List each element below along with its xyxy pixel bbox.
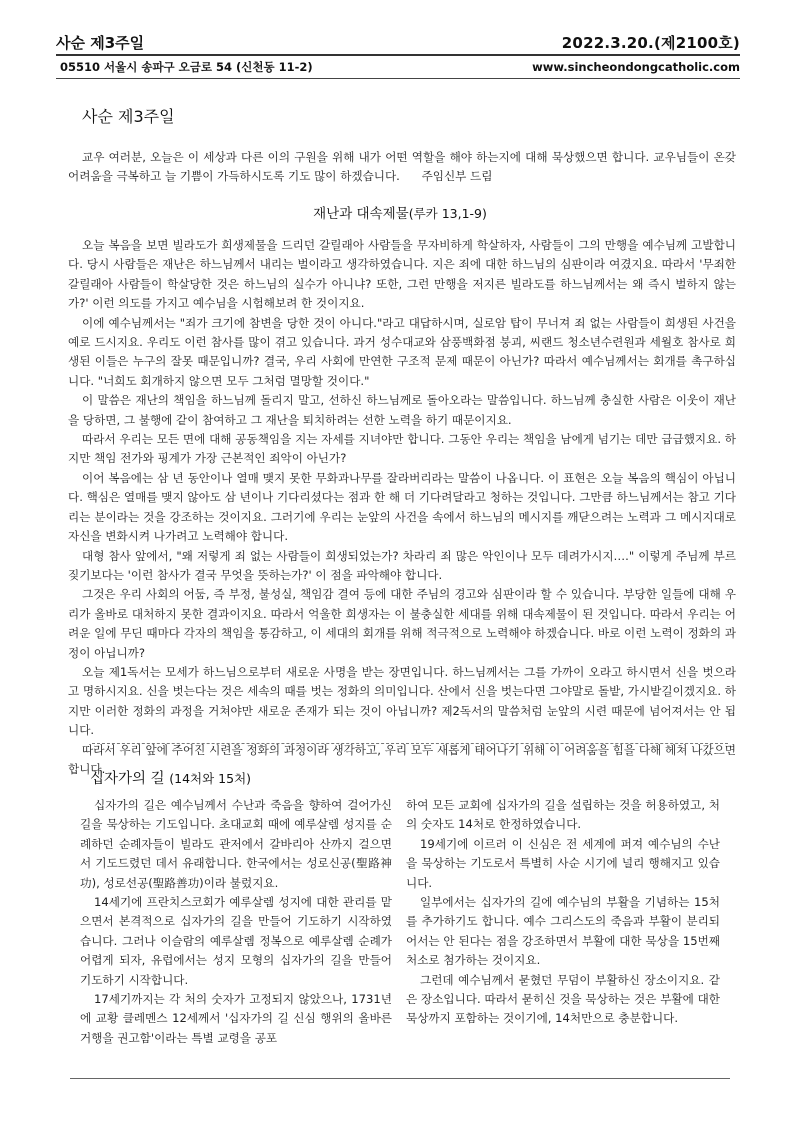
footer-rule xyxy=(70,1078,730,1079)
parish-address: 05510 서울시 송파구 오금로 54 (신천동 11-2) xyxy=(60,60,313,74)
homily-paragraph: 이 말씀은 재난의 책임을 하느님께 돌리지 말고, 선하신 하느님께로 돌아오라는 말씀입니다. 하느님께 충실한 사람은 이웃이 재난을 당하면, 그 불행에 같이 참여하고 그 재난을 퇴치하려는 선한 노력을 하기 때문이지요. xyxy=(68,393,736,427)
homily-title-text: 재난과 대속제물 xyxy=(313,206,409,222)
stations-paragraph: 십자가의 길은 예수님께서 수난과 죽음을 향하여 걸어가신 길을 묵상하는 기도입니다. 초대교회 때에 예루살렘 성지를 순례하던 순례자들이 빌라도 관저에서 갈바리아 산까지 걸으면서 기도드렸던 데서 유래합니다. 한국에서는 성로신공(聖路神功), 성로선공(聖路善功)이라 불렀지요. xyxy=(80,798,392,890)
homily-title xyxy=(0,202,800,222)
stations-paragraph: 하여 모든 교회에 십자가의 길을 설립하는 것을 허용하였고, 처의 숫자도 14처로 한정하였습니다. xyxy=(406,798,720,832)
header-title: 사순 제3주일 xyxy=(56,33,145,52)
bulletin-header xyxy=(56,32,740,52)
intro-paragraph xyxy=(68,148,736,186)
intro-text: 교우 여러분, 오늘은 이 세상과 다른 이의 구원을 위해 내가 어떤 역할을 해야 하는지에 대해 묵상했으면 합니다. 교우님들이 온갖 어려움을 극복하고 늘 기쁨이 가득하시도록 기도 많이 하겠습니다. xyxy=(68,150,736,183)
homily-reference: (루카 13,1-9) xyxy=(408,206,487,221)
homily-paragraph: 따라서 우리 앞에 주어진 시련을 정화의 과정이라 생각하고, 우리 모두 새롭게 태어나기 위해 이 어려움을 힘을 다해 헤쳐 나갔으면 합니다. xyxy=(68,742,736,776)
stations-paragraph: 14세기에 프란치스코회가 예루살렘 성지에 대한 관리를 맡으면서 본격적으로 십자가의 길을 만들어 기도하기 시작하였습니다. 그러나 이슬람의 예루살렘 정복으로 예루살렘 순례가 어렵게 되자, 유럽에서는 성지 모형의 십자가의 길을 만들어 기도하기 시작합니다. xyxy=(80,895,392,987)
stations-right-column xyxy=(406,796,720,1029)
stations-paragraph: 일부에서는 십자가의 길에 예수님의 부활을 기념하는 15처를 추가하기도 합니다. 예수 그리스도의 죽음과 부활이 분리되어서는 안 된다는 점을 강조하면서 부활에 대한 묵상을 15번째 처소로 첨가하는 것이지요. xyxy=(406,895,720,968)
homily-paragraph: 이어 복음에는 삼 년 동안이나 열매 맺지 못한 무화과나무를 잘라버리라는 말씀이 나옵니다. 이 표현은 오늘 복음의 핵심이 아닙니다. 핵심은 열매를 맺지 않아도 삼 년이나 기다리셨다는 점과 한 해 더 기다려달라고 청하는 것입니다. 그만큼 하느님께서는 참고 기다리는 분이라는 것을 강조하는 것이지요. 그러기에 우리는 눈앞의 사건을 속에서 하느님의 메시지를 깨닫으려는 노력과 그 메시지대로 자신을 변화시켜 나가려고 노력해야 합니다. xyxy=(68,470,736,544)
homily-body xyxy=(68,236,736,779)
homily-paragraph: 오늘 복음을 보면 빌라도가 희생제물을 드리던 갈릴래아 사람들을 무자비하게 학살하자, 사람들이 그의 만행을 예수님께 고발합니다. 당시 사람들은 재난은 하느님께서 내리는 벌이라고 생각하였습니다. 지은 죄에 대한 하느님의 심판이라 여겼지요. 따라서 '무죄한 갈릴래아 사람들이 학살당한 것은 하느님의 실수가 아니냐? 또한, 그런 만행을 저지른 빌라도를 하느님께서는 왜 즉시 벌하지 않는가?' 이런 의도를 가지고 예수님을 시험해보려 한 것이지요. xyxy=(68,238,736,311)
stations-left-column xyxy=(80,796,392,1048)
header-rule-bottom xyxy=(56,78,740,79)
homily-paragraph: 대형 참사 앞에서, "왜 저렇게 죄 없는 사람들이 희생되었는가? 차라리 죄 많은 악인이나 모두 데려가시지…." 이렇게 주님께 부르짖기보다는 '이런 참사가 결국 무엇을 뜻하는가?' 이 점을 파악해야 합니다. xyxy=(68,548,736,582)
parish-website: www.sincheondongcatholic.com xyxy=(532,60,740,74)
section-title: 사순 제3주일 xyxy=(82,107,175,126)
header-rule-top xyxy=(56,54,740,56)
homily-paragraph: 오늘 제1독서는 모세가 하느님으로부터 새로운 사명을 받는 장면입니다. 하느님께서는 그를 가까이 오라고 하시면서 신을 벗으라고 명하시지요. 신을 벗는다는 것은 세속의 때를 벗는 정화의 의미입니다. 산에서 신을 벗는다면 그야말로 돌밭, 가시밭길이겠지요. 하지만 이러한 정화의 과정을 거쳐야만 새로운 존재가 되는 것이 아닙니까? 제2독서의 말씀처럼 눈앞의 시련 때문에 넘어져서는 안 됩니다. xyxy=(68,664,736,738)
stations-paragraph: 19세기에 이르러 이 신심은 전 세계에 퍼져 예수님의 수난을 묵상하는 기도로서 특별히 사순 시기에 널리 행해지고 있습니다. xyxy=(406,836,720,890)
section-divider xyxy=(92,743,728,744)
intro-signature: 주임신부 드림 xyxy=(421,169,493,183)
stations-subtitle: (14처와 15처) xyxy=(169,771,252,786)
homily-paragraph: 그것은 우리 사회의 어둠, 즉 부정, 불성실, 책임감 결여 등에 대한 주님의 경고와 심판이라 할 수 있습니다. 부당한 일들에 대해 우리가 올바로 대처하지 못한 결과이지요. 따라서 억울한 희생자는 이 불충실한 세대를 위해 대속제물이 된 것입니다. 따라서 우리는 어려운 일에 무딘 때마다 각자의 책임을 통감하고, 이 세대의 회개를 위해 적극적으로 노력해야 하겠습니다. 바로 이런 노력이 정화의 과정이 아닙니까? xyxy=(68,587,736,660)
homily-paragraph: 이에 예수님께서는 "죄가 크기에 참변을 당한 것이 아니다."라고 대답하시며, 실로암 탑이 무너져 죄 없는 사람들이 희생된 사건을 예로 드시지요. 우리도 이런 참사를 많이 겪고 있습니다. 과거 성수대교와 삼풍백화점 붕괴, 씨랜드 청소년수련원과 세월호 참사로 희생된 이들은 누구의 잘못 때문입니까? 결국, 우리 사회에 만연한 구조적 문제 때문이 아닌가? 따라서 예수님께서는 회개를 촉구하십니다. "너희도 회개하지 않으면 모두 그처럼 멸망할 것이다." xyxy=(68,315,736,388)
stations-title xyxy=(90,767,251,788)
stations-paragraph: 그런데 예수님께서 묻혔던 무덤이 부활하신 장소이지요. 같은 장소입니다. 따라서 묻히신 것을 묵상하는 것은 부활에 대한 묵상까지 포함하는 것이기에, 14처만으로 충분합니다. xyxy=(406,972,720,1026)
stations-paragraph: 17세기까지는 각 처의 숫자가 고정되지 않았으나, 1731년에 교황 클레멘스 12세께서 '십자가의 길 신심 행위의 올바른 거행을 권고함'이라는 특별 교령을 공포 xyxy=(80,992,392,1045)
stations-title-text: 십자가의 길 xyxy=(90,771,165,787)
header-info-bar xyxy=(60,58,740,76)
homily-paragraph: 따라서 우리는 모든 면에 대해 공동책임을 지는 자세를 지녀야만 합니다. 그동안 우리는 책임을 남에게 넘기는 데만 급급했지요. 하지만 책임 전가와 핑계가 가장 근본적인 죄악이 아닌가? xyxy=(68,432,736,466)
issue-date: 2022.3.20.(제2100호) xyxy=(561,33,740,52)
